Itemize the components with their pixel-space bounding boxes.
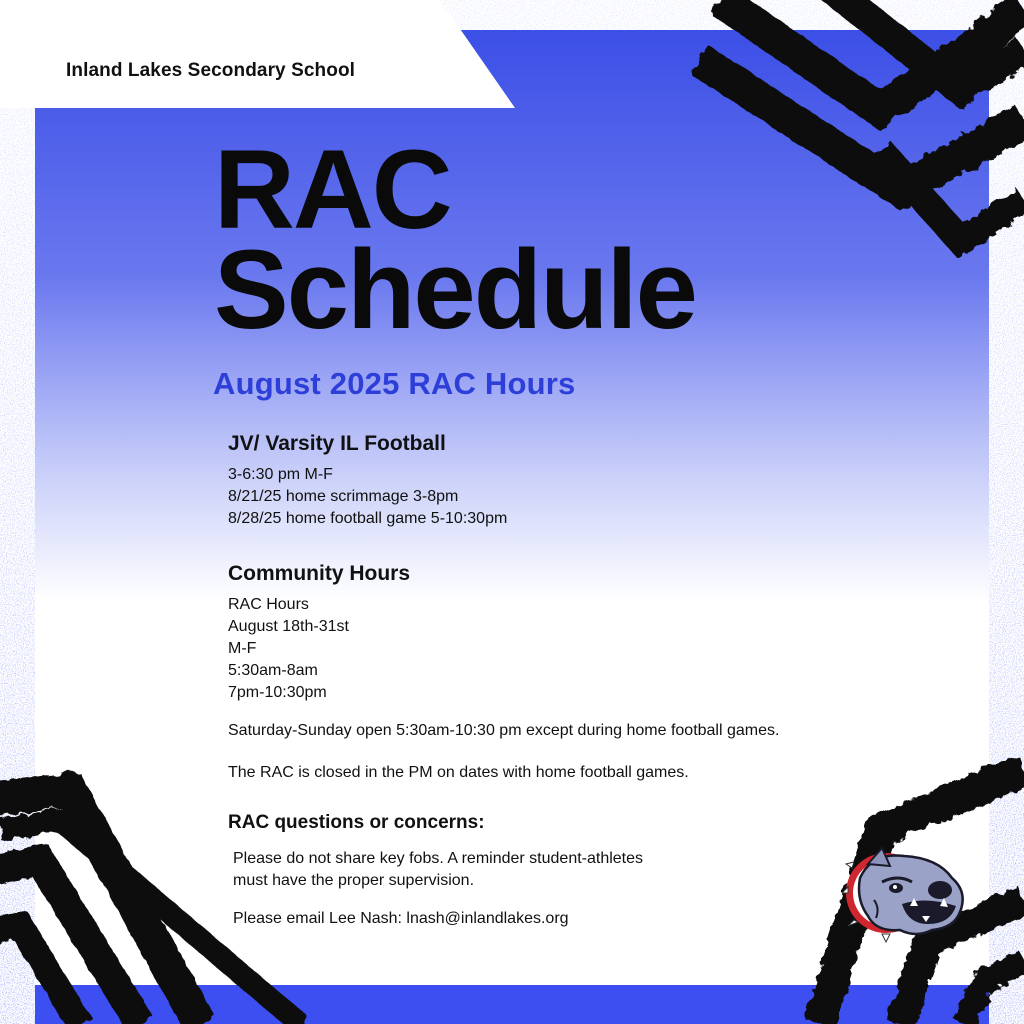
closed-note: The RAC is closed in the PM on dates with home football games. [228, 764, 689, 781]
community-line: 5:30am-8am [228, 662, 318, 679]
bulldog-mascot-icon [842, 838, 974, 944]
header-tab [0, 0, 515, 108]
title-line-2: Schedule [214, 227, 696, 352]
questions-line: must have the proper supervision. [233, 872, 475, 889]
football-line: 8/28/25 home football game 5-10:30pm [228, 510, 508, 527]
community-heading: Community Hours [228, 562, 411, 585]
questions-details [233, 848, 643, 892]
football-details [228, 464, 507, 530]
subtitle: August 2025 RAC Hours [213, 366, 576, 401]
questions-heading: RAC questions or concerns: [228, 812, 485, 833]
weekend-note: Saturday-Sunday open 5:30am-10:30 pm except during home football games. [228, 722, 780, 739]
community-line: RAC Hours [228, 596, 309, 613]
football-heading: JV/ Varsity IL Football [228, 432, 446, 455]
community-line: M-F [228, 640, 257, 657]
community-line: 7pm-10:30pm [228, 684, 327, 701]
title-line-1: RAC [214, 127, 451, 252]
page-title [214, 127, 696, 352]
contact-email: Please email Lee Nash: lnash@inlandlakes.org [233, 910, 569, 927]
football-line: 8/21/25 home scrimmage 3-8pm [228, 488, 459, 505]
community-details [228, 594, 349, 704]
community-line: August 18th-31st [228, 618, 349, 635]
school-name: Inland Lakes Secondary School [66, 60, 356, 81]
football-line: 3-6:30 pm M-F [228, 466, 333, 483]
bottom-band [35, 985, 989, 1024]
questions-line: Please do not share key fobs. A reminder student-athletes [233, 850, 644, 867]
